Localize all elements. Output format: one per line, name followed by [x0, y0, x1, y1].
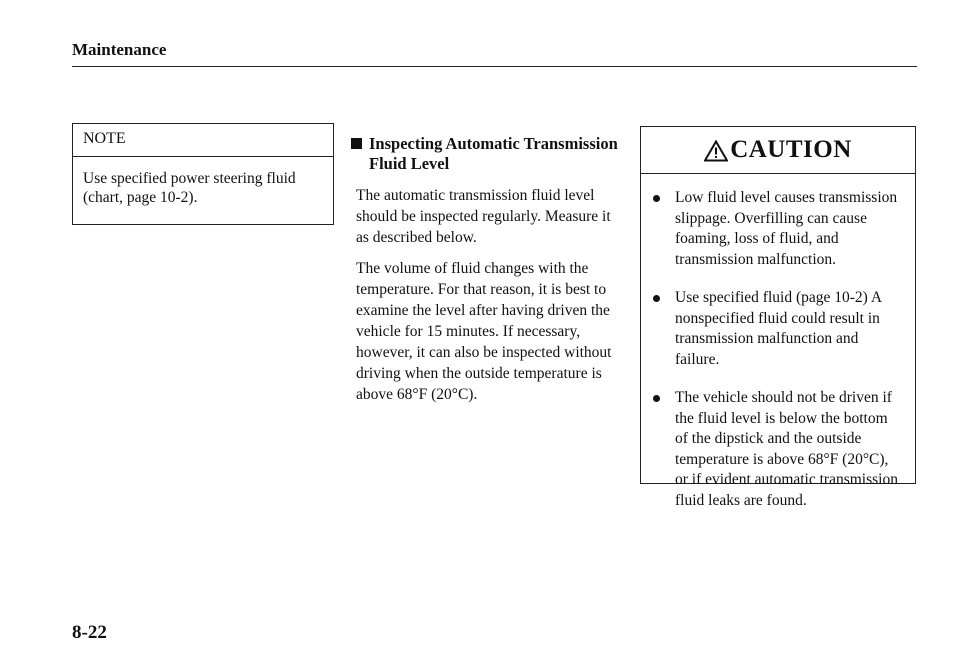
bullet-icon: [653, 395, 660, 402]
caution-item: [641, 188, 901, 270]
caution-item-text: Use specified fluid (page 10-2) A nonspecified fluid could result in transmission malfunction and failure.: [675, 289, 882, 368]
body-paragraph: The automatic transmission fluid level should be inspected regularly. Measure it as described below.: [356, 187, 611, 246]
caution-header: [641, 127, 915, 174]
section-header: Maintenance: [72, 40, 167, 59]
bullet-icon: [653, 295, 660, 302]
body-paragraph: The volume of fluid changes with the temperature. For that reason, it is best to examine the level after having driven the vehicle for 15 minutes. If necessary, however, it can also be inspected without driving when the outside temperature is above 68°F (20°C).: [356, 260, 612, 403]
caution-box: [640, 126, 916, 509]
bullet-icon: [653, 195, 660, 202]
note-text: Use specified power steering fluid (chart, page 10-2).: [83, 170, 296, 206]
section-heading-text: Inspecting Automatic Transmission Fluid Level: [369, 134, 618, 173]
caution-list: [641, 174, 915, 511]
caution-item-text: The vehicle should not be driven if the fluid level is below the bottom of the dipstick and the outside temperature is above 68°F (20°C), or if evident automatic transmission fluid leaks are found.: [675, 389, 898, 509]
header-divider: [72, 66, 917, 67]
page-number: 8-22: [72, 622, 107, 643]
caution-item-text: Low fluid level causes transmission slippage. Overfilling can cause foaming, loss of fluid, and transmission malfunction.: [675, 189, 898, 268]
caution-title: CAUTION: [730, 136, 852, 163]
note-box: [72, 123, 334, 225]
warning-triangle-icon: [704, 140, 728, 162]
caution-item: [641, 388, 901, 511]
note-title: NOTE: [73, 124, 333, 157]
section-heading: [351, 134, 621, 174]
square-bullet-icon: [351, 138, 362, 149]
caution-item: [641, 288, 901, 370]
